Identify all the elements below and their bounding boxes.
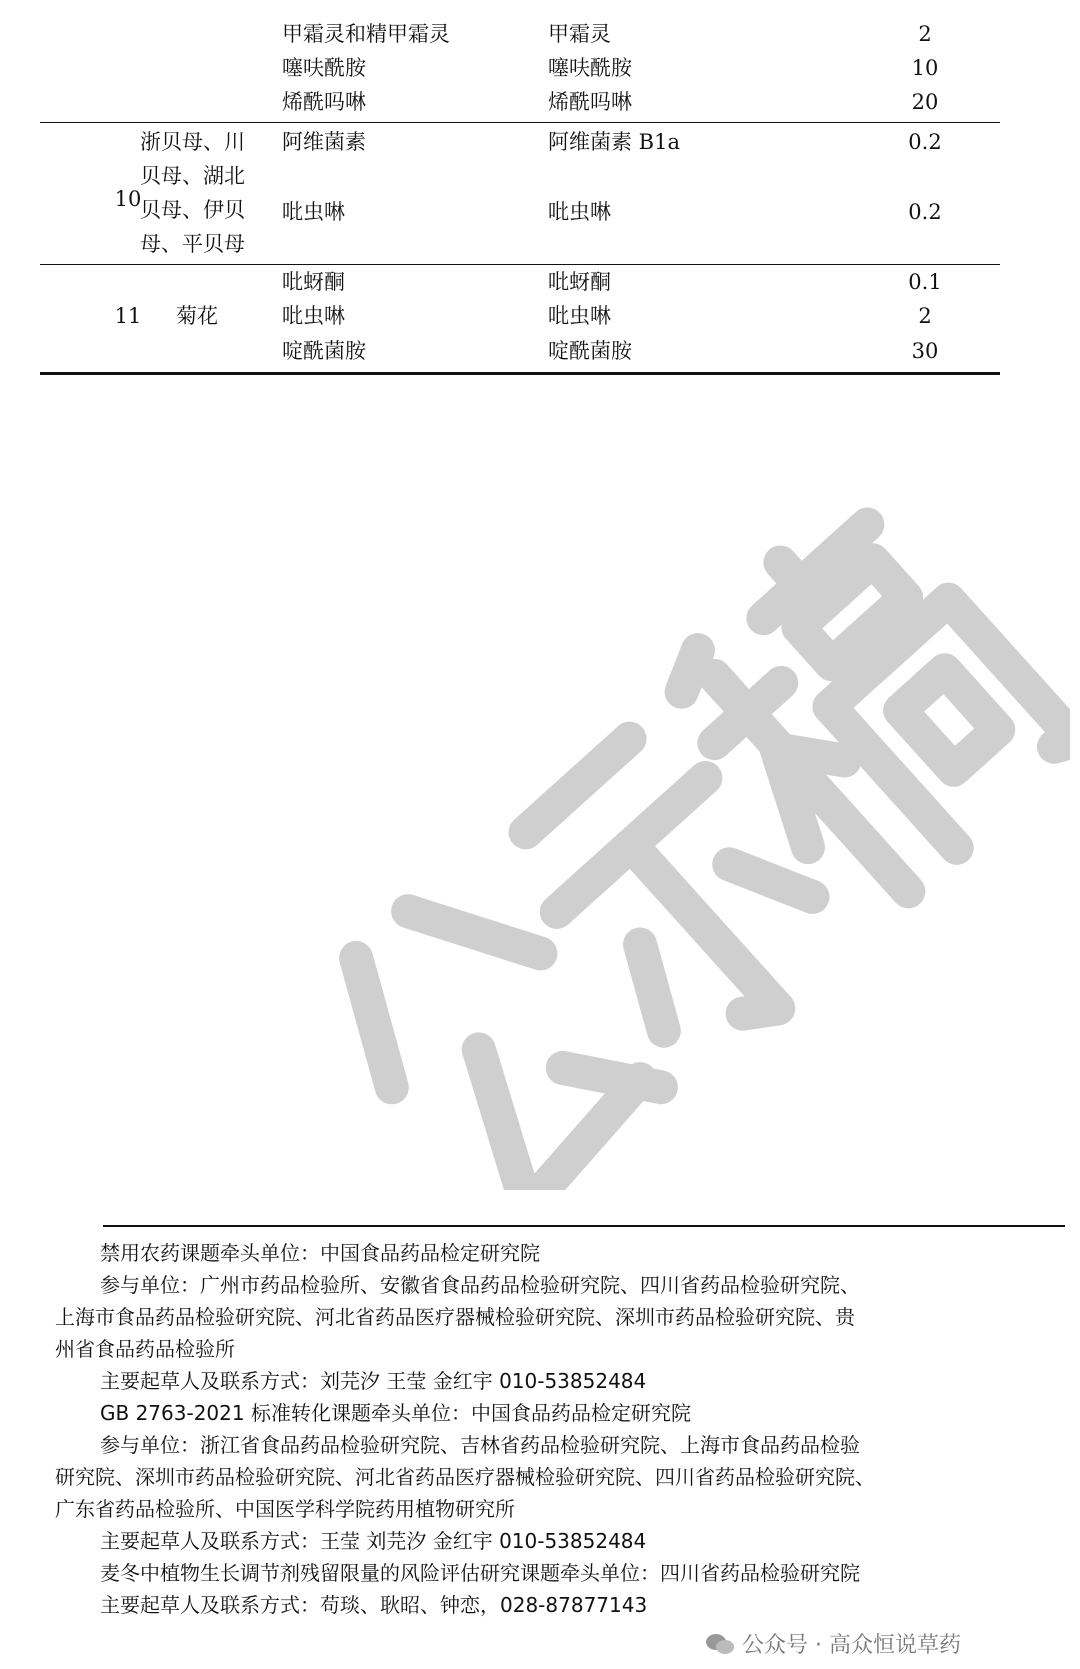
pesticide-cell: 噻呋酰胺: [282, 56, 366, 80]
footnote-line: 主要起草人及联系方式：苟琰、耿昭、钟恋，028-87877143: [100, 1593, 648, 1617]
footnote-rule: [103, 1225, 1065, 1227]
limit-cell: 20: [911, 90, 939, 114]
footnote-line: 主要起草人及联系方式：刘芫汐 王莹 金红宇 010-53852484: [100, 1369, 647, 1393]
table-bottom-rule: [40, 372, 1000, 375]
wechat-icon: [705, 1632, 735, 1656]
footnote-line: 州省食品药品检验所: [55, 1337, 235, 1361]
footnote-line: 参与单位：浙江省食品药品检验研究院、吉林省药品检验研究院、上海市食品药品检验: [100, 1433, 860, 1457]
pesticide-cell: 吡蚜酮: [282, 270, 345, 294]
limit-cell: 0.2: [908, 200, 942, 224]
limit-cell: 0.1: [908, 270, 942, 294]
crop-cell-line: 贝母、伊贝: [140, 198, 245, 222]
residue-cell: 烯酰吗啉: [548, 90, 632, 114]
footnote-line: 广东省药品检验所、中国医学科学院药用植物研究所: [55, 1497, 515, 1521]
pesticide-cell: 阿维菌素: [282, 130, 366, 154]
footnote-line: 主要起草人及联系方式：王莹 刘芫汐 金红宇 010-53852484: [100, 1529, 647, 1553]
footnote-line: 上海市食品药品检验研究院、河北省药品医疗器械检验研究院、深圳市药品检验研究院、贵: [55, 1305, 855, 1329]
residue-cell: 啶酰菌胺: [548, 339, 632, 363]
account-credit: 公众号 · 高众恒说草药: [742, 1633, 961, 1658]
footnote-line: 参与单位：广州市药品检验所、安徽省食品药品检验研究院、四川省药品检验研究院、: [100, 1273, 860, 1297]
limit-cell: 0.2: [908, 130, 942, 154]
row-number: 11: [114, 304, 142, 328]
row-divider: [40, 264, 1000, 265]
residue-cell: 吡虫啉: [548, 200, 611, 224]
crop-cell-line: 母、平贝母: [140, 232, 245, 256]
footnote-line: 禁用农药课题牵头单位：中国食品药品检定研究院: [100, 1241, 540, 1265]
pesticide-cell: 甲霜灵和精甲霜灵: [282, 22, 450, 46]
footnote-line: 研究院、深圳市药品检验研究院、河北省药品医疗器械检验研究院、四川省药品检验研究院、: [55, 1465, 875, 1489]
limit-cell: 30: [911, 339, 939, 363]
crop-cell: 菊花: [176, 304, 218, 328]
residue-cell: 阿维菌素 B1a: [548, 130, 680, 154]
row-number: 10: [114, 187, 142, 211]
pesticide-cell: 吡虫啉: [282, 200, 345, 224]
pesticide-cell: 烯酰吗啉: [282, 90, 366, 114]
limit-cell: 2: [918, 22, 932, 46]
crop-cell-line: 贝母、湖北: [140, 164, 245, 188]
residue-limit-table: [40, 0, 1000, 385]
footnote-line: 麦冬中植物生长调节剂残留限量的风险评估研究课题牵头单位：四川省药品检验研究院: [100, 1561, 860, 1585]
limit-cell: 10: [911, 56, 939, 80]
crop-cell-line: 浙贝母、川: [140, 130, 245, 154]
residue-cell: 甲霜灵: [548, 22, 611, 46]
residue-cell: 吡蚜酮: [548, 270, 611, 294]
pesticide-cell: 啶酰菌胺: [282, 339, 366, 363]
pesticide-cell: 吡虫啉: [282, 304, 345, 328]
residue-cell: 噻呋酰胺: [548, 56, 632, 80]
row-divider: [40, 122, 1000, 123]
draft-watermark: [210, 430, 1070, 1190]
residue-cell: 吡虫啉: [548, 304, 611, 328]
footnote-line: GB 2763-2021 标准转化课题牵头单位：中国食品药品检定研究院: [100, 1401, 691, 1425]
limit-cell: 2: [918, 304, 932, 328]
